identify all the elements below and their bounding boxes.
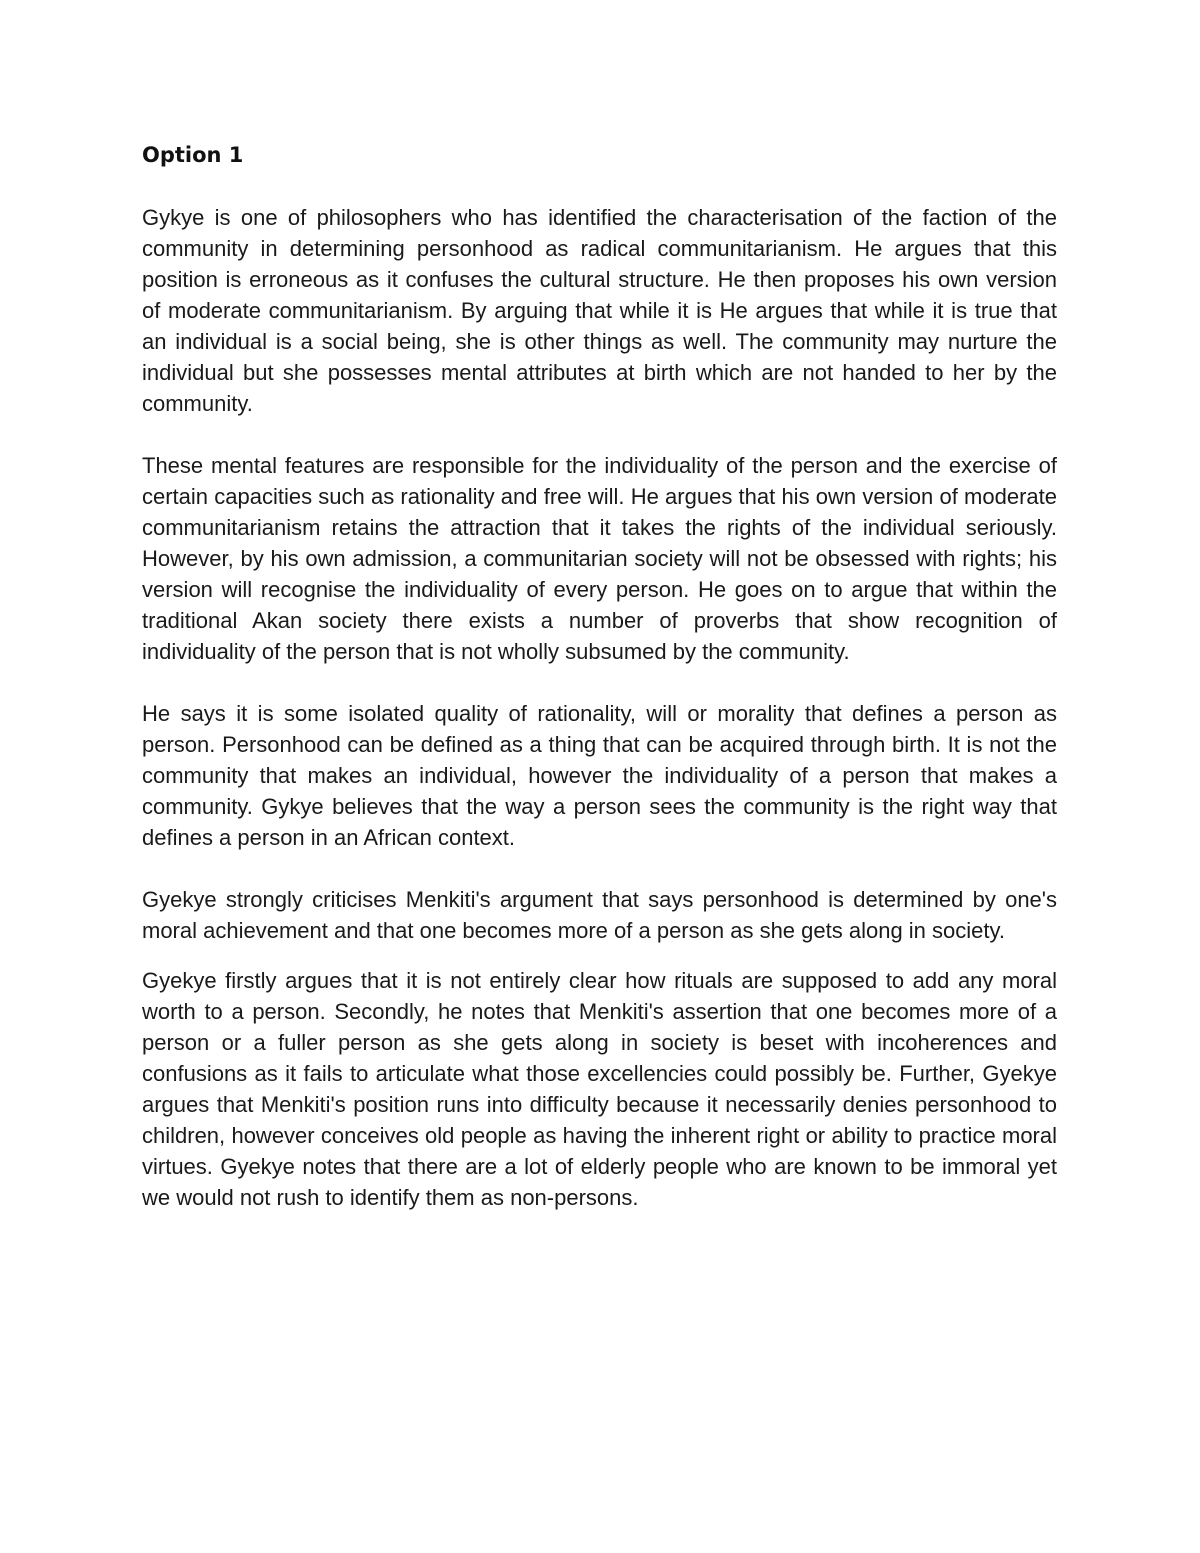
paragraph-5: Gyekye firstly argues that it is not entirely clear how rituals are supposed to add any moral worth to a person. Secondly, he notes that Menkiti's assertion that one becomes more of a person or a fuller person as she gets along in society is beset with incoherences and confusions as it fails to articulate what those excellencies could possibly be. Further, Gyekye argues that Menkiti's position runs into difficulty because it necessarily denies personhood to children, however conceives old people as having the inherent right or ability to practice moral virtues. Gyekye notes that there are a lot of elderly people who are known to be immoral yet we would not rush to identify them as non-persons. [142,968,1057,1210]
paragraph-1: Gykye is one of philosophers who has identified the characterisation of the faction of the community in determining personhood as radical communitarianism. He argues that this position is erroneous as it confuses the cultural structure. He then proposes his own version of moderate communitarianism. By arguing that while it is He argues that while it is true that an individual is a social being, she is other things as well. The community may nurture the individual but she possesses mental attributes at birth which are not handed to her by the community. [142,205,1057,416]
document-body [142,140,1057,1244]
document-heading: Option 1 [142,143,244,167]
paragraph-4: Gyekye strongly criticises Menkiti's argument that says personhood is determined by one's moral achievement and that one becomes more of a person as she gets along in society. [142,887,1057,943]
paragraph-2: These mental features are responsible for the individuality of the person and the exercise of certain capacities such as rationality and free will. He argues that his own version of moderate communitarianism retains the attraction that it takes the rights of the individual seriously. However, by his own admission, a communitarian society will not be obsessed with rights; his version will recognise the individuality of every person. He goes on to argue that within the traditional Akan society there exists a number of proverbs that show recognition of individuality of the person that is not wholly subsumed by the community. [142,453,1057,664]
paragraph-3: He says it is some isolated quality of rationality, will or morality that defines a person as person. Personhood can be defined as a thing that can be acquired through birth. It is not the community that makes an individual, however the individuality of a person that makes a community. Gykye believes that the way a person sees the community is the right way that defines a person in an African context. [142,701,1057,850]
